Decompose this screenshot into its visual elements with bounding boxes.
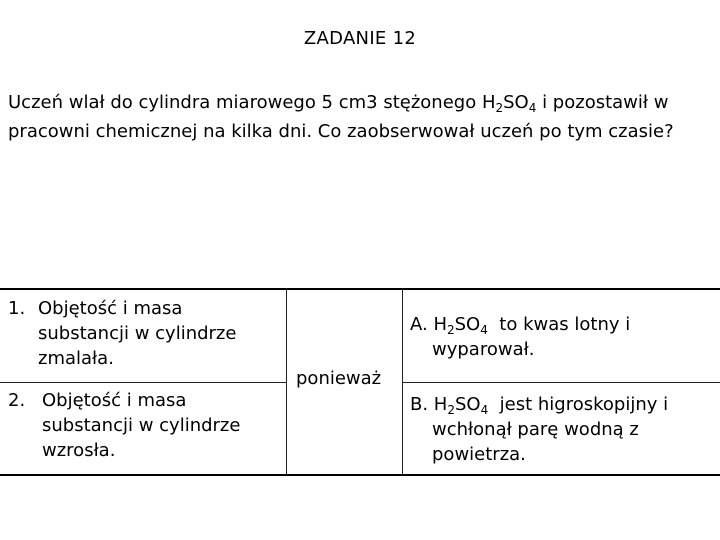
row-divider — [0, 382, 286, 383]
answer-a[interactable] — [410, 312, 715, 362]
question-part2: SO — [503, 92, 529, 113]
because-label: ponieważ — [296, 368, 382, 389]
answer-table — [0, 288, 720, 476]
answer-b[interactable] — [410, 392, 715, 467]
answer-b-lead: B. H — [410, 394, 448, 415]
answer-a-mid: SO — [454, 314, 481, 335]
option-1-text: Objętość i masa substancji w cylindrze zmalała. — [38, 298, 237, 369]
answer-b-continuation: wchłonął parę wodną z powietrza. — [432, 419, 639, 465]
question-part1: Uczeń wlał do cylindra miarowego 5 cm3 stężonego H — [8, 92, 496, 113]
option-2-text: Objętość i masa substancji w cylindrze wzrosła. — [42, 390, 241, 461]
question-text — [8, 88, 718, 146]
row-divider — [402, 382, 720, 383]
answer-a-lead: A. H — [410, 314, 447, 335]
answer-b-subscript-4: 4 — [480, 403, 489, 417]
option-1-number: 1. — [8, 298, 26, 319]
answer-a-subscript-4: 4 — [480, 323, 488, 337]
column-divider — [286, 290, 287, 474]
answer-b-mid: SO — [454, 394, 481, 415]
answer-b-subscript-2: 2 — [447, 403, 455, 417]
question-subscript-2: 2 — [495, 101, 504, 115]
answer-a-rest: to kwas lotny i — [487, 314, 631, 335]
answer-a-line1 — [410, 312, 715, 337]
option-1[interactable] — [8, 296, 278, 371]
option-2[interactable] — [8, 388, 278, 463]
answer-b-line1 — [410, 392, 715, 417]
task-title: ZADANIE 12 — [303, 28, 417, 49]
question-part3: i pozostawił w pracowni chemicznej na kilka dni. Co zaobserwował uczeń po tym czasie? — [8, 92, 674, 142]
question-subscript-4: 4 — [528, 101, 537, 115]
option-2-number: 2. — [8, 390, 26, 411]
answer-a-subscript-2: 2 — [446, 323, 455, 337]
answer-a-continuation: wyparował. — [432, 339, 535, 360]
answer-b-rest: jest higroskopijny i — [488, 394, 669, 415]
